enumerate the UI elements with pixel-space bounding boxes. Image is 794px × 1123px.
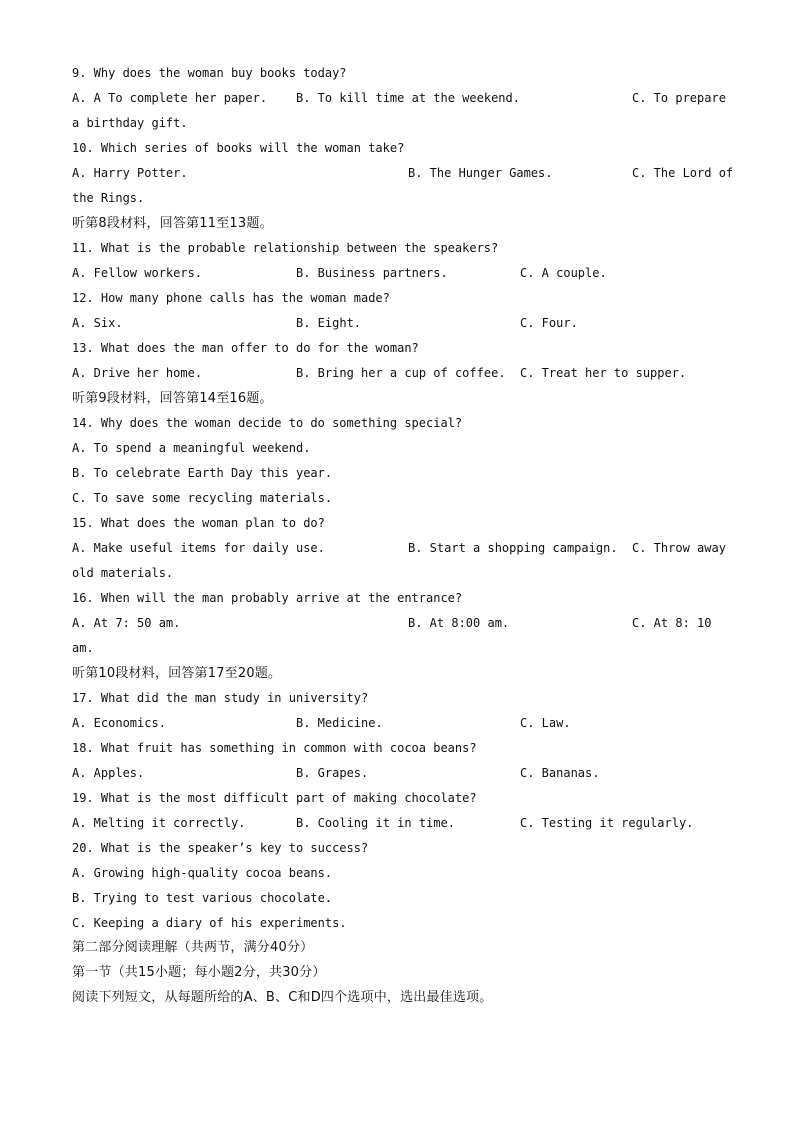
section-heading: 听第9段材料，回答第14至16题。: [72, 391, 273, 406]
instruction-text: 阅读下列短文，从每题所给的A、B、C和D四个选项中，选出最佳选项。: [72, 990, 493, 1005]
option-b: B. To celebrate Earth Day this year.: [72, 466, 333, 480]
question-stem: 19. What is the most difficult part of making chocolate?: [72, 791, 477, 805]
option-b: B. Business partners.: [296, 266, 448, 280]
option-a: A. Six.: [72, 316, 123, 330]
option-row: [72, 261, 734, 286]
option-row: [72, 761, 734, 786]
question-stem: 15. What does the woman plan to do?: [72, 516, 325, 530]
option-a: A. A To complete her paper.: [72, 91, 268, 105]
option-a: A. At 7: 50 am.: [72, 616, 181, 630]
option-row: [72, 161, 734, 186]
question-stem: 11. What is the probable relationship between the speakers?: [72, 241, 499, 255]
option-row: [72, 611, 734, 636]
question-stem: 17. What did the man study in university?: [72, 691, 369, 705]
option-row: [72, 536, 734, 561]
question-stem: 14. Why does the woman decide to do something special?: [72, 416, 463, 430]
option-c: C. To prepare: [632, 91, 726, 105]
option-b: B. Medicine.: [296, 716, 383, 730]
question-stem: 12. How many phone calls has the woman made?: [72, 291, 390, 305]
option-a: A. Apples.: [72, 766, 145, 780]
question-stem: 9. Why does the woman buy books today?: [72, 66, 347, 80]
option-c: C. Treat her to supper.: [520, 366, 687, 380]
option-a: A. To spend a meaningful weekend.: [72, 441, 311, 455]
option-b: B. The Hunger Games.: [408, 166, 553, 180]
option-b: B. Bring her a cup of coffee.: [296, 366, 506, 380]
option-b: B. Trying to test various chocolate.: [72, 891, 333, 905]
option-b: B. Start a shopping campaign.: [408, 541, 618, 555]
question-stem: 10. Which series of books will the woman take?: [72, 141, 405, 155]
option-c: C. The Lord of: [632, 166, 734, 180]
option-row: [72, 361, 734, 386]
option-c: C. Four.: [520, 316, 578, 330]
option-c: C. Bananas.: [520, 766, 600, 780]
option-c: C. A couple.: [520, 266, 607, 280]
option-b: B. At 8:00 am.: [408, 616, 510, 630]
option-b: B. Cooling it in time.: [296, 816, 455, 830]
section-heading: 听第8段材料，回答第11至13题。: [72, 216, 273, 231]
option-c: C. To save some recycling materials.: [72, 491, 333, 505]
option-a: A. Growing high-quality cocoa beans.: [72, 866, 333, 880]
option-b: B. Eight.: [296, 316, 362, 330]
option-b: B. To kill time at the weekend.: [296, 91, 520, 105]
option-continuation: old materials.: [72, 566, 174, 580]
option-continuation: am.: [72, 641, 94, 655]
option-c: C. Law.: [520, 716, 571, 730]
option-a: A. Economics.: [72, 716, 166, 730]
question-stem: 20. What is the speaker’s key to success?: [72, 841, 369, 855]
section-heading: 听第10段材料，回答第17至20题。: [72, 666, 282, 681]
question-stem: 13. What does the man offer to do for the woman?: [72, 341, 419, 355]
option-row: [72, 811, 734, 836]
option-a: A. Melting it correctly.: [72, 816, 246, 830]
option-b: B. Grapes.: [296, 766, 369, 780]
option-continuation: the Rings.: [72, 191, 145, 205]
part-title: 第二部分阅读理解（共两节，满分40分）: [72, 940, 314, 955]
option-c: C. Throw away: [632, 541, 726, 555]
option-row: [72, 86, 734, 111]
option-row: [72, 711, 734, 736]
option-a: A. Harry Potter.: [72, 166, 188, 180]
option-a: A. Drive her home.: [72, 366, 203, 380]
question-stem: 16. When will the man probably arrive at the entrance?: [72, 591, 463, 605]
option-row: [72, 311, 734, 336]
option-a: A. Make useful items for daily use.: [72, 541, 325, 555]
option-c: C. Keeping a diary of his experiments.: [72, 916, 347, 930]
option-a: A. Fellow workers.: [72, 266, 203, 280]
section-title: 第一节（共15小题；每小题2分，共30分）: [72, 965, 326, 980]
question-stem: 18. What fruit has something in common with cocoa beans?: [72, 741, 477, 755]
option-c: C. At 8: 10: [632, 616, 712, 630]
option-continuation: a birthday gift.: [72, 116, 188, 130]
option-c: C. Testing it regularly.: [520, 816, 694, 830]
